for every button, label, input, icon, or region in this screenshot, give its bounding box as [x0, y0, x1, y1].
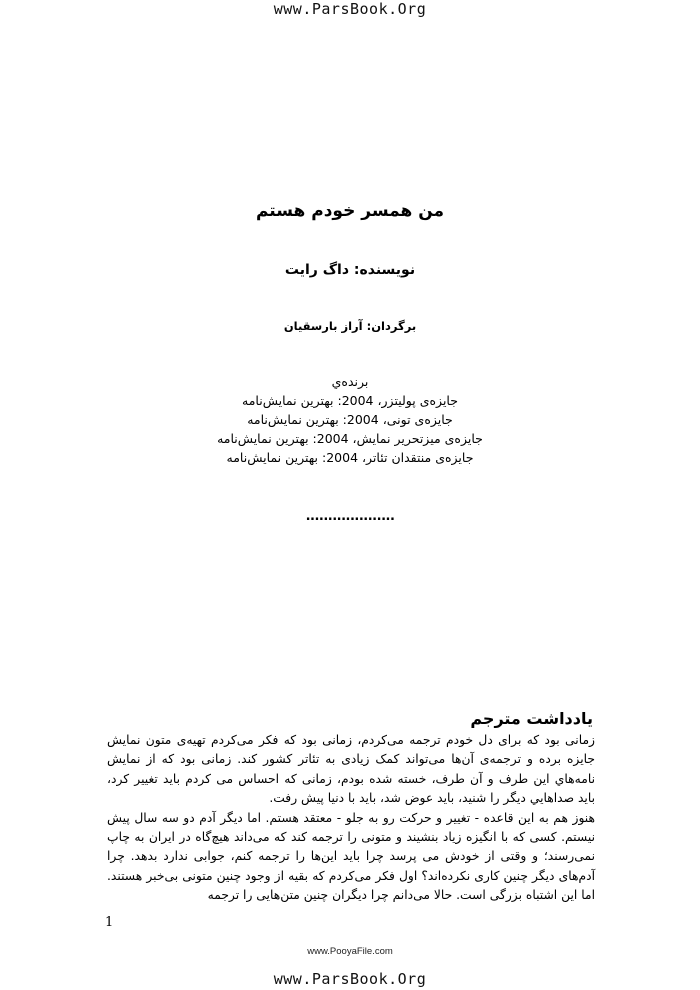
translator-line: برگردان: آراز بارسقيان: [283, 319, 417, 333]
note-paragraph: هنوز هم به اين قاعده - تغيير و حرکت رو به جلو - معتقد هستم. اما ديگر آدم دو سه سال پيش نيستم. کسی که با انگيزه زياد بنشيند و متونی را ترجمه کند که می‌داند هيچ‌گاه در ايران به چاپ نمی‌رسند؛ و وقتی از خودش می پرسد چرا بايد اين‌ها را ترجمه کنم، جوابی ندارد بدهد. چرا آدم‌های ديگر چنين کاری نکرده‌اند؟ اول فکر می‌کردم که بقيه از وجود چنين متونی بی‌خبر هستند. اما اين اشتباه بزرگی است. حالا می‌دانم چرا ديگران چنين متن‌هايی را ترجمه: [107, 810, 595, 903]
watermark-bottom: www.ParsBook.Org: [273, 970, 427, 988]
document-title: من همسر خودم هستم: [255, 201, 445, 221]
translator-note-heading: يادداشت مترجم: [470, 709, 593, 728]
awards-block: [0, 372, 700, 467]
watermark-top: www.ParsBook.Org: [273, 0, 427, 18]
page-number: 1: [105, 915, 114, 930]
translator-note-body: [107, 731, 595, 906]
award-item: جايزه‌ی تونی، 2004: بهترين نمايش‌نامه: [247, 412, 453, 427]
author-line: نويسنده: داگ رايت: [284, 262, 416, 278]
awards-heading: برنده‌ي: [331, 374, 369, 389]
award-item: جايزه‌ی پوليتزر، 2004: بهترين نمايش‌نامه: [242, 393, 458, 408]
award-item: جايزه‌ی ميزتحرير نمايش، 2004: بهترين نمايش‌نامه: [217, 431, 483, 446]
section-separator: ....................: [305, 509, 395, 524]
note-paragraph: زمانی بود که برای دل خودم ترجمه می‌کردم، زمانی بود که فکر می‌کردم تهيه‌ی متون نمايش جايزه برده و ترجمه‌ی آن‌ها می‌تواند کمک زيادی به تئاتر کشور کند. زمانی بود که از نمايش نامه‌هاي اين طرف و آن طرف، خسته شده بودم، زمانی که احساس می کردم بايد تغيير کرد، بايد صداهايي ديگر را شنيد، بايد عوض شد، بايد با دنيا پيش رفت.: [107, 733, 595, 806]
award-item: جايزه‌ی منتقدان تئاتر، 2004: بهترين نمايش‌نامه: [226, 450, 474, 465]
footer-url: www.PooyaFile.com: [307, 946, 393, 957]
